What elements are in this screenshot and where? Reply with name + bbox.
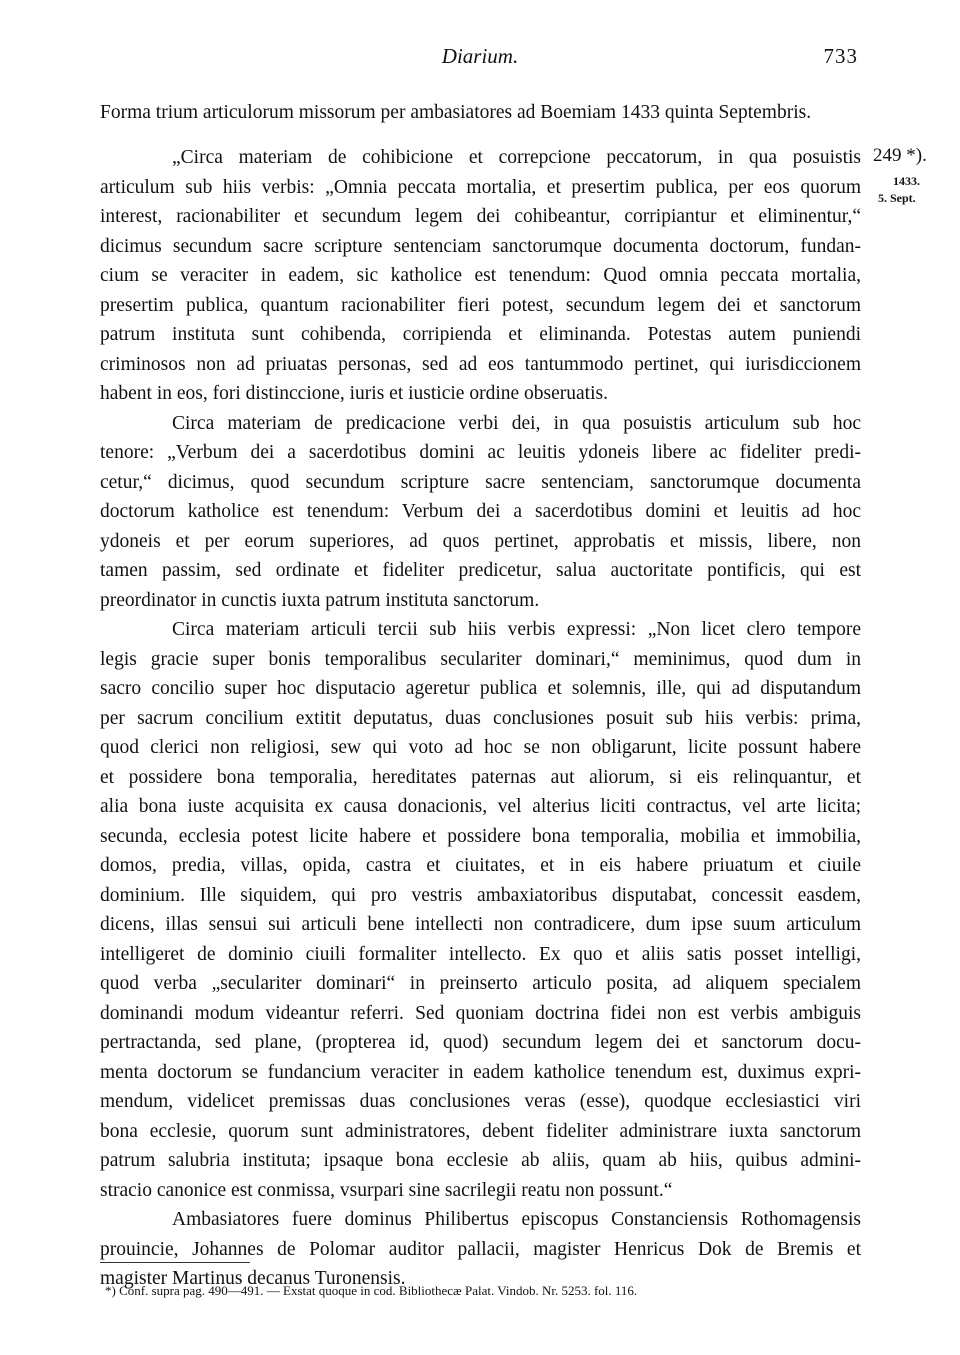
text-line: Ambasiatores fuere dominus Philibertus episcopus Constanciensis Rothomagensis (172, 1209, 861, 1230)
text-line: bona ecclesie, quorum sunt administratores, debent fideliter administrare iuxta sanctorum (100, 1120, 861, 1142)
text-line: articulum sub hiis verbis: „Omnia peccata mortalia, et presertim publica, per eos quorum (100, 176, 861, 198)
text-line: tamen passim, sed ordinate et fideliter predicetur, salua auctoritate pontificis, qui est (100, 560, 861, 581)
text-line: doctorum katholice est tenendum: Verbum dei a sacerdotibus domini et leuitis ad hoc (100, 501, 861, 522)
text-line: dominandi modum videantur referri. Sed quoniam doctrina fidei non est verbis ambiguis (100, 1002, 861, 1024)
text-line: „Circa materiam de cohibicione et correpcione peccatorum, in qua posuistis (172, 147, 861, 168)
text-line: cium se veraciter in eadem, sic katholice est tenendum: Quod omnia peccata mortalia, (100, 265, 861, 286)
section-heading: Forma trium articulorum missorum per ambasiatores ad Boemiam 1433 quinta Septembris. (100, 102, 812, 123)
text-line: presertim publica, quantum racionabiliter fieri potest, secundum legem dei et sanctorum (100, 294, 861, 316)
text-line: preordinator in cunctis iuxta patrum instituta sanctorum. (100, 589, 540, 611)
text-line: cetur,“ dicimus, quod secundum scripture sacre sentenciam, sanctorumque documenta (100, 471, 861, 493)
text-line: patrum salubria instituta; ipsaque bona ecclesie ab aliis, quam ab hiis, quibus admini- (100, 1150, 861, 1171)
margin-reference: 249 *). (873, 145, 927, 166)
text-line: dicimus secundum sacre scripture sentenciam sanctorumque documenta doctorum, fundan- (100, 235, 861, 257)
text-line: patrum instituta sunt cohibenda, corripienda et eliminanda. Potestas autem puniendi (100, 324, 861, 345)
margin-date: 5. Sept. (878, 191, 916, 205)
text-line: sacro concilio super hoc disputacio ageretur publica et solemnis, ille, qui ad disputandum (100, 678, 861, 699)
text-line: criminosos non ad priuatas personas, sed ad eos tantummodo pertinet, qui iurisdiccionem (100, 353, 861, 375)
text-line: ydoneis et per eorum superiores, ad quos pertinet, approbatis et missis, libere, non (100, 530, 861, 552)
text-line: alia bona iuste acquisita ex causa donacionis, vel alterius liciti contractus, vel arte licita; (100, 796, 861, 817)
page-number: 733 (823, 44, 858, 68)
text-line: intelligeret de dominio ciuili formaliter intellecto. Ex quo et aliis satis posset intelligi, (100, 943, 861, 965)
text-line: quod verba „seculariter dominari“ in preinserto articulo posita, ad aliquem specialem (100, 973, 861, 994)
text-line: et possidere bona temporalia, hereditates paternas aut aliorum, si eis relinquantur, et (100, 766, 861, 788)
text-line: Circa materiam de predicacione verbi dei, in qua posuistis articulum sub hoc (172, 412, 861, 434)
text-line: pertractanda, sed plane, (propterea id, quod) secundum legem dei et sanctorum docu- (100, 1032, 861, 1053)
text-line: secunda, ecclesia potest licite habere et possidere bona temporalia, mobilia et immobilia, (100, 825, 861, 847)
text-line: domos, predia, villas, opida, castra et ciuitates, et in eis habere priuatum et ciuile (100, 855, 861, 876)
text-line: legis gracie super bonis temporalibus seculariter dominari,“ meminimus, quod dum in (100, 648, 861, 670)
text-line: magister Martinus decanus Turonensis. (100, 1268, 406, 1289)
text-line: quod clerici non religiosi, sew qui voto ad hoc se non obligarunt, licite possunt habere (100, 737, 861, 758)
text-line: interest, racionabiliter et secundum legem dei cohibeantur, corripiantur et eliminentur,“ (100, 206, 861, 227)
body-text (100, 143, 861, 1294)
text-line: dicens, illas sensui sui articuli bene intellecti non contradicere, dum ipse suum articulum (100, 914, 861, 935)
footnote-rule (100, 1262, 250, 1263)
running-title: Diarium. (441, 44, 519, 68)
margin-year: 1433. (893, 174, 920, 188)
text-line: prouincie, Johannes de Polomar auditor pallacii, magister Henricus Dok de Bremis et (100, 1238, 861, 1260)
text-line: tenore: „Verbum dei a sacerdotibus domini ac leuitis ydoneis libere ac fideliter predi- (100, 442, 861, 463)
text-line: stracio canonice est conmissa, vsurpari sine sacrilegii reatu non possunt.“ (100, 1179, 673, 1201)
text-line: menta doctorum se fundancium veraciter in eadem katholice tenendum est, duximus expri- (100, 1061, 861, 1083)
text-line: habent in eos, fori distinccione, iuris et iusticie ordine obseruatis. (100, 383, 608, 404)
text-line: Circa materiam articuli tercii sub hiis verbis expressi: „Non licet clero tempore (172, 619, 861, 640)
footnote: *) Conf. supra pag. 490—491. — Exstat quoque in cod. Bibliothecæ Palat. Vindob. Nr. 5253. fol. 116. (105, 1283, 638, 1298)
text-line: dominium. Ille siquidem, qui pro vestris ambaxiatoribus disputabat, concessit easdem, (100, 884, 861, 906)
text-line: mendum, videlicet premissas duas conclusiones veras (esse), quodque ecclesiastici viri (100, 1091, 861, 1112)
text-line: per sacrum concilium extitit deputatus, duas conclusiones posuit sub hiis verbis: prima, (100, 707, 861, 729)
